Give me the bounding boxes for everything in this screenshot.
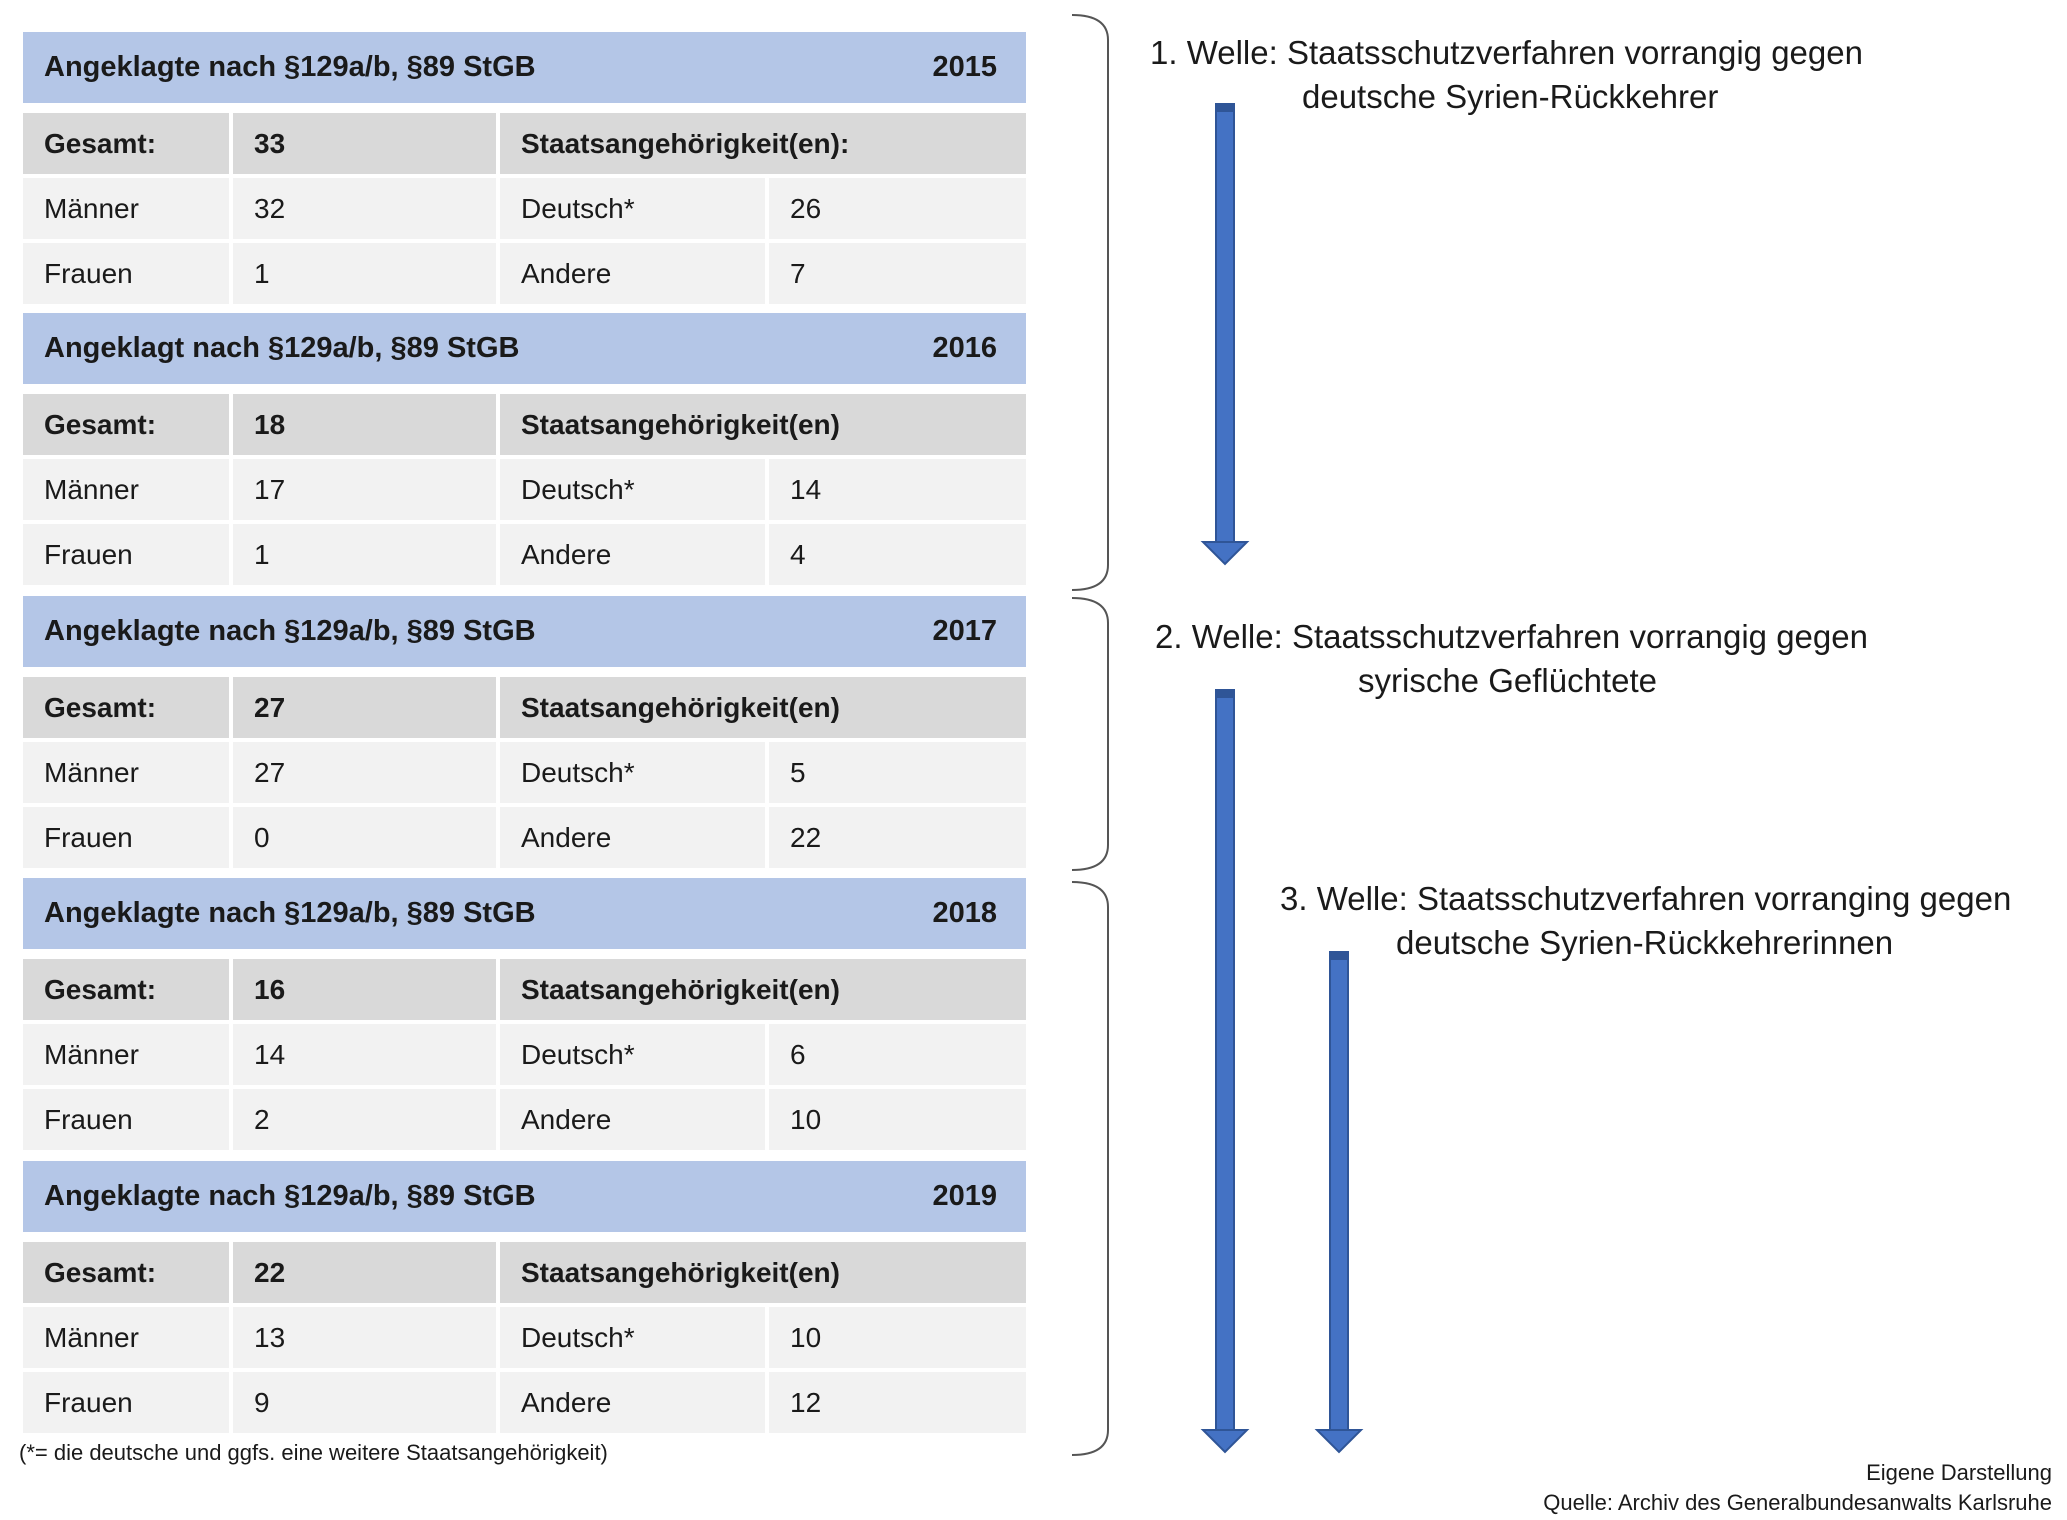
gesamt-value: 33 xyxy=(233,113,496,174)
frauen-label: Frauen xyxy=(23,524,229,585)
arrow-wave-1 xyxy=(1203,104,1247,564)
andere-label: Andere xyxy=(500,524,765,585)
maenner-label: Männer xyxy=(23,178,229,239)
andere-value: 7 xyxy=(769,243,1026,304)
gesamt-label: Gesamt: xyxy=(23,1242,229,1303)
andere-value: 4 xyxy=(769,524,1026,585)
staatsangehoerigkeit-label: Staatsangehörigkeit(en) xyxy=(500,394,1026,455)
gesamt-label: Gesamt: xyxy=(23,113,229,174)
table-title: Angeklagte nach §129a/b, §89 StGB xyxy=(44,897,536,929)
frauen-value: 2 xyxy=(233,1089,496,1150)
frauen-label: Frauen xyxy=(23,1089,229,1150)
wave-1-line2: deutsche Syrien-Rückkehrer xyxy=(1302,78,1719,115)
wave-2-line1: 2. Welle: Staatsschutzverfahren vorrangig gegen xyxy=(1155,618,1868,655)
andere-value: 12 xyxy=(769,1372,1026,1433)
deutsch-label: Deutsch* xyxy=(500,178,765,239)
andere-value: 10 xyxy=(769,1089,1026,1150)
wave-1-text xyxy=(1150,31,1863,119)
deutsch-value: 6 xyxy=(769,1024,1026,1085)
table-title: Angeklagte nach §129a/b, §89 StGB xyxy=(44,1180,536,1212)
table-title: Angeklagte nach §129a/b, §89 StGB xyxy=(44,51,536,83)
deutsch-value: 26 xyxy=(769,178,1026,239)
gesamt-label: Gesamt: xyxy=(23,394,229,455)
deutsch-label: Deutsch* xyxy=(500,742,765,803)
andere-label: Andere xyxy=(500,1372,765,1433)
wave-3-line1: 3. Welle: Staatsschutzverfahren vorranging gegen xyxy=(1280,880,2012,917)
frauen-label: Frauen xyxy=(23,243,229,304)
table-title: Angeklagte nach §129a/b, §89 StGB xyxy=(44,615,536,647)
deutsch-value: 14 xyxy=(769,459,1026,520)
andere-label: Andere xyxy=(500,1089,765,1150)
deutsch-value: 5 xyxy=(769,742,1026,803)
frauen-label: Frauen xyxy=(23,807,229,868)
maenner-value: 32 xyxy=(233,178,496,239)
deutsch-value: 10 xyxy=(769,1307,1026,1368)
arrow-wave-3 xyxy=(1317,952,1361,1452)
staatsangehoerigkeit-label: Staatsangehörigkeit(en) xyxy=(500,959,1026,1020)
wave-2-line2: syrische Geflüchtete xyxy=(1358,662,1657,699)
gesamt-value: 16 xyxy=(233,959,496,1020)
maenner-label: Männer xyxy=(23,1307,229,1368)
frauen-value: 1 xyxy=(233,524,496,585)
table-year: 2019 xyxy=(932,1180,997,1212)
table-year: 2017 xyxy=(932,615,997,647)
frauen-value: 0 xyxy=(233,807,496,868)
maenner-value: 14 xyxy=(233,1024,496,1085)
frauen-label: Frauen xyxy=(23,1372,229,1433)
maenner-label: Männer xyxy=(23,459,229,520)
frauen-value: 1 xyxy=(233,243,496,304)
staatsangehoerigkeit-label: Staatsangehörigkeit(en): xyxy=(500,113,1026,174)
bracket-wave-1 xyxy=(1072,15,1108,590)
staatsangehoerigkeit-label: Staatsangehörigkeit(en) xyxy=(500,1242,1026,1303)
maenner-value: 17 xyxy=(233,459,496,520)
maenner-label: Männer xyxy=(23,1024,229,1085)
andere-label: Andere xyxy=(500,243,765,304)
deutsch-label: Deutsch* xyxy=(500,1307,765,1368)
deutsch-label: Deutsch* xyxy=(500,1024,765,1085)
maenner-value: 13 xyxy=(233,1307,496,1368)
gesamt-label: Gesamt: xyxy=(23,677,229,738)
gesamt-label: Gesamt: xyxy=(23,959,229,1020)
deutsch-label: Deutsch* xyxy=(500,459,765,520)
gesamt-value: 18 xyxy=(233,394,496,455)
gesamt-value: 22 xyxy=(233,1242,496,1303)
staatsangehoerigkeit-label: Staatsangehörigkeit(en) xyxy=(500,677,1026,738)
wave-3-text xyxy=(1280,877,2011,965)
frauen-value: 9 xyxy=(233,1372,496,1433)
table-year: 2016 xyxy=(932,332,997,364)
table-title: Angeklagt nach §129a/b, §89 StGB xyxy=(44,332,520,364)
arrow-wave-2 xyxy=(1203,690,1247,1452)
gesamt-value: 27 xyxy=(233,677,496,738)
bracket-wave-3 xyxy=(1072,882,1108,1455)
maenner-value: 27 xyxy=(233,742,496,803)
table-year: 2015 xyxy=(932,51,997,83)
andere-label: Andere xyxy=(500,807,765,868)
credit-source: Quelle: Archiv des Generalbundesanwalts Karlsruhe xyxy=(1543,1490,2052,1515)
bracket-wave-2 xyxy=(1072,598,1108,870)
footnote: (*= die deutsche und ggfs. eine weitere Staatsangehörigkeit) xyxy=(19,1440,608,1465)
table-year: 2018 xyxy=(932,897,997,929)
wave-1-line1: 1. Welle: Staatsschutzverfahren vorrangig gegen xyxy=(1150,34,1863,71)
maenner-label: Männer xyxy=(23,742,229,803)
credit-own-presentation: Eigene Darstellung xyxy=(1866,1460,2052,1485)
wave-3-line2: deutsche Syrien-Rückkehrerinnen xyxy=(1396,924,1894,961)
andere-value: 22 xyxy=(769,807,1026,868)
wave-2-text xyxy=(1155,615,1868,703)
